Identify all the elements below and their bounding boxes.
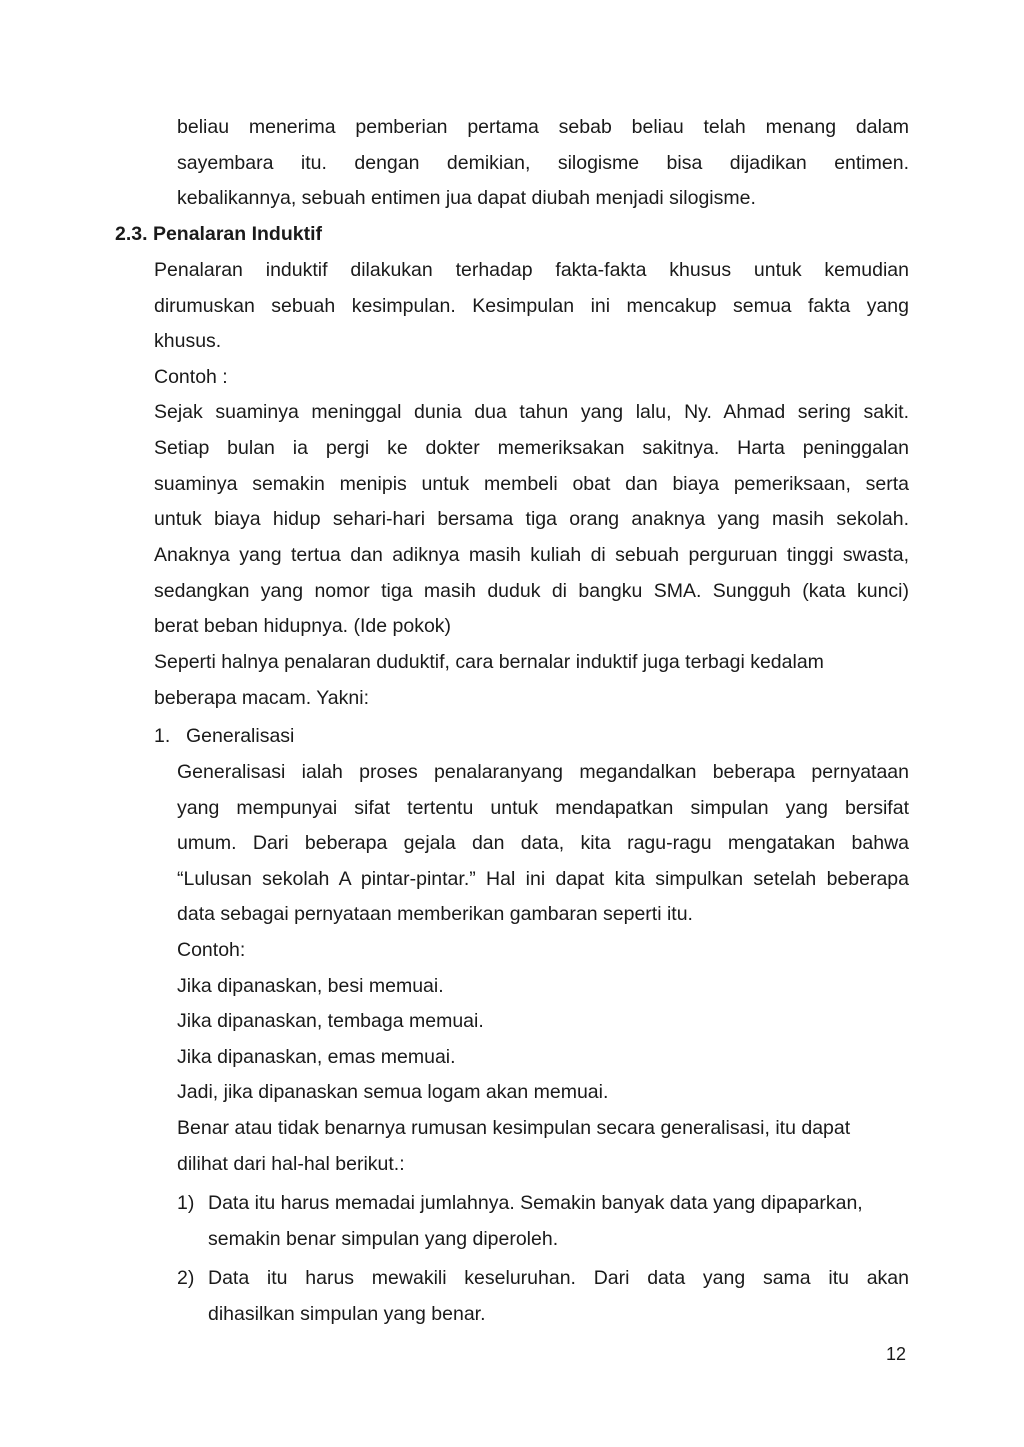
macam-paragraph-line: beberapa macam. Yakni: (154, 687, 369, 709)
intro-paragraph-line: Penalaran induktif dilakukan terhadap fakta-fakta khusus untuk kemudian (154, 259, 909, 281)
section-heading: 2.3. Penalaran Induktif (115, 223, 322, 245)
example-paragraph-line: suaminya semakin menipis untuk membeli obat dan biaya pemeriksaan, serta (154, 473, 909, 495)
generalisasi-paragraph-line: umum. Dari beberapa gejala dan data, kita ragu-ragu mengatakan bahwa (177, 832, 909, 854)
sub-item-line: dihasilkan simpulan yang benar. (208, 1303, 486, 1325)
sub-item-line: Data itu harus mewakili keseluruhan. Dari data yang sama itu akan (208, 1267, 909, 1289)
sub-item-line: semakin benar simpulan yang diperoleh. (208, 1228, 559, 1250)
page-number: 12 (886, 1344, 907, 1364)
example-line: Jika dipanaskan, emas memuai. (177, 1046, 456, 1068)
example-paragraph-line: Anaknya yang tertua dan adiknya masih kuliah di sebuah perguruan tinggi swasta, (154, 544, 909, 566)
top-paragraph-line: kebalikannya, sebuah entimen jua dapat diubah menjadi silogisme. (177, 187, 756, 209)
generalisasi-paragraph-line: Generalisasi ialah proses penalaranyang megandalkan beberapa pernyataan (177, 761, 909, 783)
generalisasi-paragraph-line: data sebagai pernyataan memberikan gambaran seperti itu. (177, 903, 693, 925)
benar-paragraph-line: dilihat dari hal-hal berikut.: (177, 1153, 405, 1175)
sub-item-number: 2) (177, 1267, 195, 1289)
sub-item-number: 1) (177, 1192, 195, 1214)
example-paragraph-line: sedangkan yang nomor tiga masih duduk di bangku SMA. Sungguh (kata kunci) (154, 580, 909, 602)
example-paragraph-line: Setiap bulan ia pergi ke dokter memeriksakan sakitnya. Harta peninggalan (154, 437, 909, 459)
generalisasi-paragraph-line: yang mempunyai sifat tertentu untuk mendapatkan simpulan yang bersifat (177, 797, 909, 819)
top-paragraph-line: beliau menerima pemberian pertama sebab beliau telah menang dalam (177, 116, 909, 138)
list-item-number: 1. (154, 725, 171, 747)
example-line: Jika dipanaskan, besi memuai. (177, 975, 444, 997)
macam-paragraph-line: Seperti halnya penalaran duduktif, cara bernalar induktif juga terbagi kedalam (154, 651, 824, 673)
intro-paragraph-line: khusus. (154, 330, 222, 352)
example-paragraph-line: untuk biaya hidup sehari-hari bersama tiga orang anaknya yang masih sekolah. (154, 508, 909, 530)
benar-paragraph-line: Benar atau tidak benarnya rumusan kesimpulan secara generalisasi, itu dapat (177, 1117, 851, 1139)
sub-item-line: Data itu harus memadai jumlahnya. Semakin banyak data yang dipaparkan, (208, 1192, 863, 1214)
intro-paragraph-line: dirumuskan sebuah kesimpulan. Kesimpulan ini mencakup semua fakta yang (154, 295, 909, 317)
example-paragraph-line: Sejak suaminya meninggal dunia dua tahun yang lalu, Ny. Ahmad sering sakit. (154, 401, 909, 423)
generalisasi-paragraph-line: “Lulusan sekolah A pintar-pintar.” Hal ini dapat kita simpulkan setelah beberapa (177, 868, 909, 890)
list-item-title: Generalisasi (186, 725, 295, 747)
example-line: Jika dipanaskan, tembaga memuai. (177, 1010, 484, 1032)
top-paragraph-line: sayembara itu. dengan demikian, silogisme bisa dijadikan entimen. (177, 152, 909, 174)
contoh2-label: Contoh: (177, 939, 246, 961)
example-line: Jadi, jika dipanaskan semua logam akan memuai. (177, 1081, 609, 1103)
example-paragraph-line: berat beban hidupnya. (Ide pokok) (154, 615, 452, 637)
contoh-label: Contoh : (154, 366, 228, 388)
